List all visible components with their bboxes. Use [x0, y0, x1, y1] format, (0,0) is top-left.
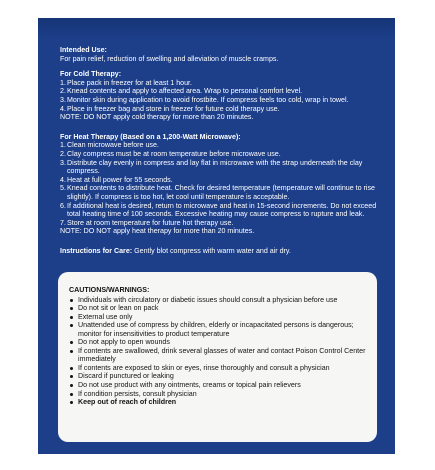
list-item: [69, 372, 369, 381]
bullet-icon: [70, 307, 73, 310]
step-text: Place pack in freezer for at least 1 hour.: [67, 78, 192, 87]
care-label: Instructions for Care:: [60, 246, 133, 255]
bullet-icon: [70, 350, 73, 353]
list-item: [60, 87, 378, 96]
warning-text: Unattended use of compress by children, elderly or incapacitated persons is dangerous; monitor for insensitivities to product temperature: [78, 321, 354, 338]
warnings-box: [58, 272, 377, 442]
list-item: [69, 398, 369, 407]
list-item: [69, 347, 369, 364]
bullet-icon: [70, 324, 73, 327]
bullet-icon: [70, 299, 73, 302]
list-item: [69, 296, 369, 305]
cold-therapy-note: NOTE: DO NOT apply cold therapy for more than 20 minutes.: [60, 113, 254, 122]
product-package-back: [38, 18, 395, 454]
step-number: 3.: [60, 95, 66, 104]
warning-text: Individuals with circulatory or diabetic issues should consult a physician before use: [78, 295, 338, 304]
step-number: 2.: [60, 149, 66, 158]
care-instructions: [60, 247, 378, 256]
step-number: 1.: [60, 141, 66, 150]
warning-text: Keep out of reach of children: [78, 398, 177, 407]
warning-text: Do not sit or lean on pack: [78, 304, 159, 313]
bullet-icon: [70, 367, 73, 370]
bullet-icon: [70, 393, 73, 396]
list-item: [69, 304, 369, 313]
list-item: [69, 364, 369, 373]
cold-therapy-steps: [60, 79, 378, 113]
list-item: [60, 150, 378, 159]
list-item: [60, 79, 378, 88]
step-number: 5.: [60, 184, 66, 193]
list-item: [60, 159, 378, 176]
instructions-panel: [60, 46, 378, 255]
warning-text: Do not use product with any ointments, creams or topical pain relievers: [78, 381, 301, 390]
care-text: Gently blot compress with warm water and air dry.: [134, 246, 291, 255]
bullet-icon: [70, 341, 73, 344]
step-text: Monitor skin during application to avoid frostbite. If compress feels too cold, wrap in towel.: [67, 95, 349, 104]
warnings-title: CAUTIONS/WARNINGS:: [69, 286, 150, 294]
list-item: [60, 96, 378, 105]
bullet-icon: [70, 316, 73, 319]
list-item: [69, 390, 369, 399]
warning-text: External use only: [78, 312, 133, 321]
warning-text: If contents are exposed to skin or eyes, rinse thoroughly and consult a physician: [78, 363, 330, 372]
intended-use-heading: Intended Use:: [60, 46, 107, 54]
warning-text: Do not apply to open wounds: [78, 338, 170, 347]
step-number: 4.: [60, 175, 66, 184]
heat-therapy-note: NOTE: DO NOT apply heat therapy for more than 20 minutes.: [60, 227, 255, 236]
step-text: Clay compress must be at room temperature before microwave use.: [67, 149, 281, 158]
step-text: Heat at full power for 55 seconds.: [67, 175, 173, 184]
bullet-icon: [70, 384, 73, 387]
step-number: 6.: [60, 201, 66, 210]
bullet-icon: [70, 401, 73, 404]
list-item: [60, 184, 378, 201]
intended-use-text: For pain relief, reduction of swelling and alleviation of muscle cramps.: [60, 54, 279, 63]
warning-text: If condition persists, consult physician: [78, 389, 197, 398]
list-item: [60, 202, 378, 219]
warnings-list: [69, 296, 369, 407]
step-text: Knead contents to distribute heat. Check for desired temperature (temperature will continue to rise slightly). If compress is too hot, let cool until temperature is acceptable.: [67, 184, 375, 201]
step-text: Knead contents and apply to affected area. Wrap to personal comfort level.: [67, 87, 303, 96]
step-text: Clean microwave before use.: [67, 141, 159, 150]
step-text: Store at room temperature for future hot therapy use.: [67, 218, 234, 227]
step-number: 7.: [60, 218, 66, 227]
list-item: [69, 338, 369, 347]
warning-text: Discard if punctured or leaking: [78, 372, 174, 381]
warning-text: If contents are swallowed, drink several glasses of water and contact Poison Control Center immediately: [78, 346, 366, 364]
cold-therapy-heading: For Cold Therapy:: [60, 70, 122, 79]
list-item: [60, 105, 378, 114]
step-number: 1.: [60, 78, 66, 87]
bullet-icon: [70, 375, 73, 378]
list-item: [60, 141, 378, 150]
step-number: 4.: [60, 104, 66, 113]
step-text: If additional heat is desired, return to microwave and heat in 15-second increments. Do not exceed total heating time of 100 seconds. Excessive heating may cause compress to rupture and leak.: [67, 201, 377, 219]
list-item: [69, 381, 369, 390]
list-item: [60, 219, 378, 228]
heat-therapy-steps: [60, 141, 378, 227]
step-number: 3.: [60, 158, 66, 167]
heat-therapy-heading: For Heat Therapy (Based on a 1,200-Watt Microwave):: [60, 132, 241, 141]
step-text: Distribute clay evenly in compress and lay flat in microwave with the strap underneath the clay compress.: [67, 158, 363, 176]
step-text: Place in freezer bag and store in freezer for future cold therapy use.: [67, 104, 280, 113]
list-item: [60, 176, 378, 185]
list-item: [69, 321, 369, 338]
step-number: 2.: [60, 87, 66, 96]
list-item: [69, 313, 369, 322]
